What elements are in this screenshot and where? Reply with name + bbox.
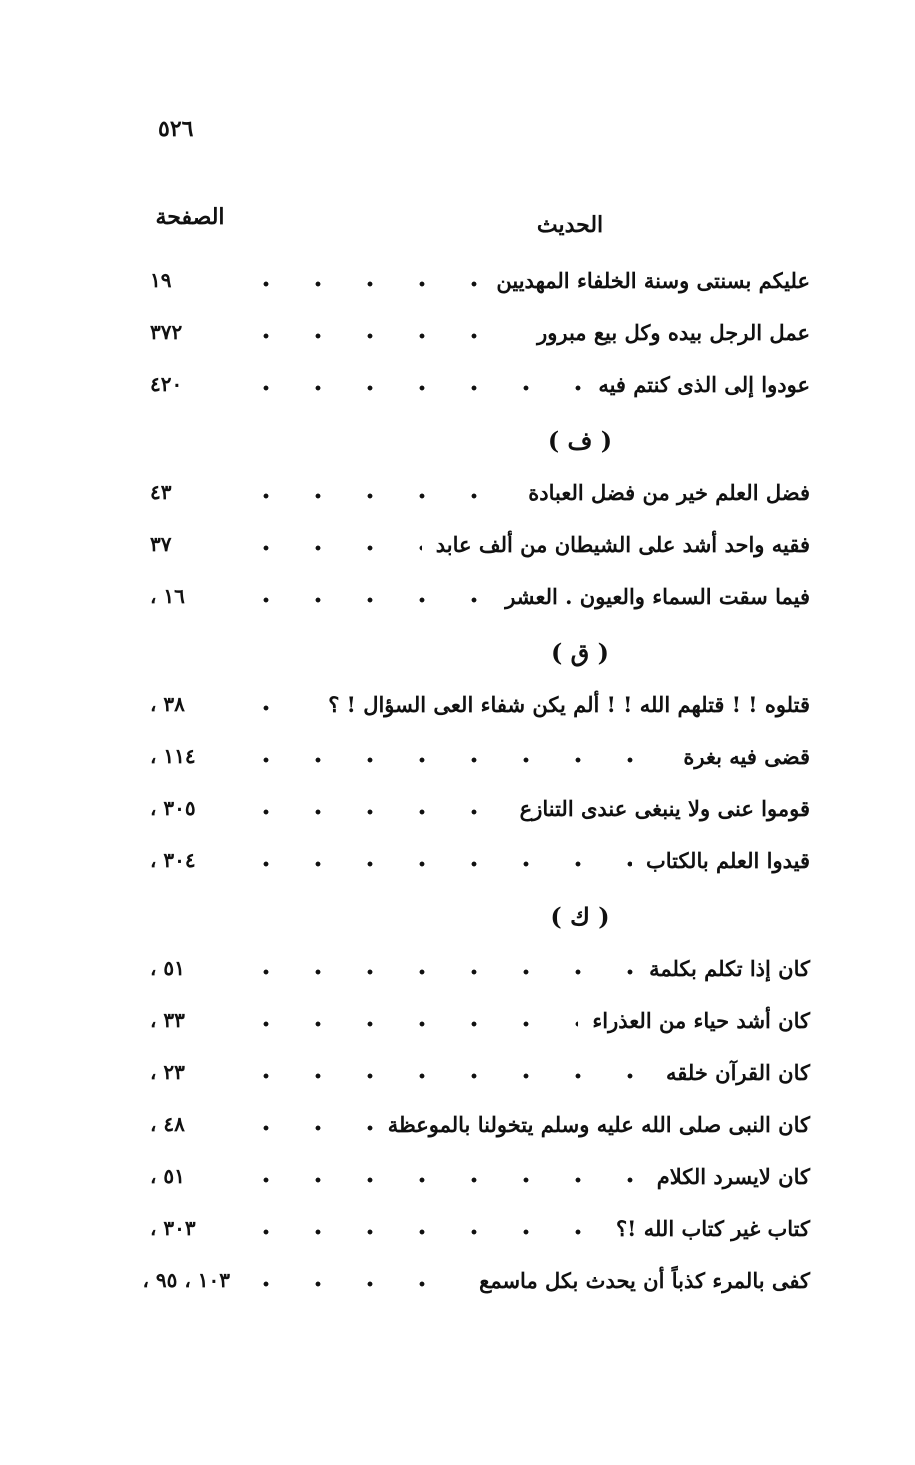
page-reference: ١٩ [150, 268, 172, 292]
hadith-text: كفى بالمرء كذباً أن يحدث بكل ماسمع [479, 1268, 810, 1293]
column-header-page: الصفحة [155, 204, 225, 230]
leader-dots [240, 492, 514, 500]
section-letter: ( ف ) [547, 426, 613, 455]
hadith-text: قضى فيه بغرة [683, 744, 810, 769]
index-entry [150, 262, 810, 314]
hadith-text: قوموا عنى ولا ينبغى عندى التنازع [519, 796, 810, 821]
column-header-hadith: الحديث [536, 212, 604, 238]
page-reference: ٤٢٠ [150, 372, 183, 396]
index-entry [150, 526, 810, 578]
hadith-text: قتلوه ! ! قتلهم الله ! ! ألم يكن شفاء العى السؤال ! ؟ [328, 692, 810, 717]
hadith-text: كتاب غير كتاب الله !؟ [616, 1216, 810, 1241]
hadith-text: فقيه واحد أشد على الشيطان من ألف عابد [435, 532, 810, 557]
leader-dots [240, 384, 584, 392]
page-reference: ٣٠٣ ، [150, 1216, 196, 1240]
page-reference: ٥١ ، [150, 1164, 185, 1188]
index-entry [150, 790, 810, 842]
leader-dots [240, 280, 482, 288]
page-reference: ١١٤ ، [150, 744, 196, 768]
page-reference: ٥١ ، [150, 956, 185, 980]
leader-dots [240, 596, 491, 604]
page-reference: ١٠٣ ، ٩٥ ، [142, 1268, 230, 1292]
leader-dots [240, 1228, 602, 1236]
index-entry [150, 314, 810, 366]
section-letter: ( ك ) [550, 902, 610, 931]
index-entry [150, 686, 810, 738]
hadith-text: كان أشد حياء من العذراء [592, 1008, 810, 1033]
section-letter: ( ق ) [550, 638, 610, 667]
leader-dots [240, 756, 669, 764]
page-reference: ١٦ ، [150, 584, 185, 608]
leader-dots [240, 332, 523, 340]
leader-dots [240, 1124, 374, 1132]
page-reference: ٣٨ ، [150, 692, 185, 716]
section-heading [150, 894, 810, 950]
index-entry [150, 1158, 810, 1210]
page-number: ٥٢٦ [158, 116, 194, 142]
leader-dots [240, 968, 635, 976]
page-reference: ٣٠٥ ، [150, 796, 196, 820]
index-entry [150, 1054, 810, 1106]
leader-dots [240, 1280, 465, 1288]
leader-dots [240, 1020, 578, 1028]
hadith-index [142, 262, 810, 1314]
hadith-text: كان القرآن خلقه [666, 1060, 810, 1085]
page-reference: ٣٧٢ [150, 320, 183, 344]
page-reference: ٢٣ ، [150, 1060, 185, 1084]
leader-dots [240, 544, 422, 552]
hadith-text: عمل الرجل بيده وكل بيع مبرور [537, 320, 810, 345]
index-entry [150, 842, 810, 894]
section-heading [150, 630, 810, 686]
hadith-text: عليكم بسنتى وسنة الخلفاء المهديين [496, 268, 810, 293]
index-entry [150, 1106, 810, 1158]
index-entry [142, 1262, 810, 1314]
page-reference: ٣٣ ، [150, 1008, 185, 1032]
leader-dots [240, 704, 314, 712]
page-reference: ٤٨ ، [150, 1112, 185, 1136]
page-reference: ٤٣ [150, 480, 172, 504]
leader-dots [240, 1176, 643, 1184]
leader-dots [240, 808, 506, 816]
index-entry [150, 366, 810, 418]
hadith-text: فيما سقت السماء والعيون . العشر [505, 584, 810, 609]
index-entry [150, 1210, 810, 1262]
page-reference: ٣٧ [150, 532, 172, 556]
hadith-text: عودوا إلى الذى كنتم فيه [598, 372, 810, 397]
index-entry [150, 1002, 810, 1054]
leader-dots [240, 860, 632, 868]
leader-dots [240, 1072, 652, 1080]
hadith-text: كان إذا تكلم بكلمة [649, 956, 810, 981]
index-entry [150, 738, 810, 790]
section-heading [150, 418, 810, 474]
index-entry [150, 578, 810, 630]
hadith-text: فضل العلم خير من فضل العبادة [528, 480, 810, 505]
hadith-text: كان النبى صلى الله عليه وسلم يتخولنا بالموعظة [387, 1112, 810, 1137]
hadith-text: كان لايسرد الكلام [656, 1164, 810, 1189]
page-reference: ٣٠٤ ، [150, 848, 196, 872]
index-entry [150, 474, 810, 526]
index-entry [150, 950, 810, 1002]
hadith-text: قيدوا العلم بالكتاب [645, 848, 810, 873]
